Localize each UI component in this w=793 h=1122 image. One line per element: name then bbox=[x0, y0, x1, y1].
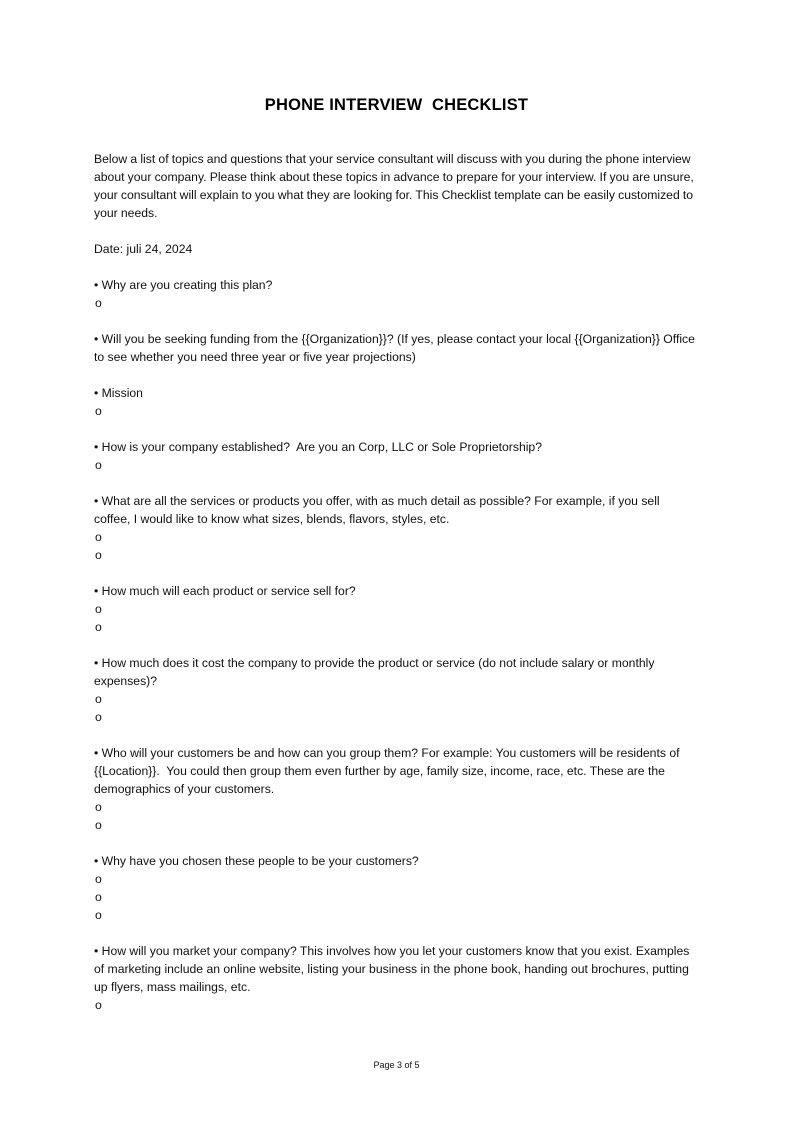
checklist-answer-slot[interactable]: o bbox=[95, 296, 102, 310]
checklist-answer-slot[interactable]: o bbox=[95, 998, 102, 1012]
checklist-item bbox=[94, 582, 696, 636]
checklist-items bbox=[94, 276, 699, 1014]
checklist-answer-slot[interactable]: o bbox=[95, 692, 102, 706]
checklist-question: • Why have you chosen these people to be your customers? bbox=[94, 854, 419, 868]
item-spacer bbox=[94, 312, 696, 330]
checklist-item bbox=[94, 492, 696, 564]
spacer-after-date bbox=[94, 258, 696, 276]
item-spacer bbox=[94, 834, 696, 852]
checklist-item bbox=[94, 942, 696, 1014]
document-body bbox=[94, 150, 699, 1014]
page-title: PHONE INTERVIEW CHECKLIST bbox=[264, 96, 529, 114]
checklist-question: • Will you be seeking funding from the {{Organization}}? (If yes, please contact your local {{Organization}} Office to see whether you need three year or five year projections) bbox=[94, 332, 699, 364]
checklist-answer-slot[interactable]: o bbox=[95, 800, 102, 814]
checklist-question: • Mission bbox=[94, 386, 143, 400]
checklist-answer-slot[interactable]: o bbox=[95, 602, 102, 616]
item-spacer bbox=[94, 726, 696, 744]
checklist-item bbox=[94, 852, 696, 924]
intro-paragraph: Below a list of topics and questions that your service consultant will discuss with you during the phone interview about your company. Please think about these topics in advance to prepare for your interview. If you are unsure, your consultant will explain to you what they are looking for. This Checklist template can be easily customized to your needs. bbox=[94, 152, 697, 220]
checklist-answer-slot[interactable]: o bbox=[95, 872, 102, 886]
item-spacer bbox=[94, 474, 696, 492]
checklist-answer-slot[interactable]: o bbox=[95, 404, 102, 418]
item-spacer bbox=[94, 420, 696, 438]
checklist-item bbox=[94, 438, 696, 474]
checklist-question: • How much does it cost the company to provide the product or service (do not include salary or monthly expenses)? bbox=[94, 656, 658, 688]
checklist-item bbox=[94, 330, 699, 366]
checklist-answer-slot[interactable]: o bbox=[95, 908, 102, 922]
checklist-question: • Why are you creating this plan? bbox=[94, 278, 273, 292]
page-footer: Page 3 of 5 bbox=[373, 1060, 420, 1070]
item-spacer bbox=[94, 366, 696, 384]
item-spacer bbox=[94, 564, 696, 582]
item-spacer bbox=[94, 636, 696, 654]
checklist-item bbox=[94, 744, 696, 834]
checklist-answer-slot[interactable]: o bbox=[95, 710, 102, 724]
checklist-answer-slot[interactable]: o bbox=[95, 890, 102, 904]
checklist-question: • How much will each product or service sell for? bbox=[94, 584, 356, 598]
checklist-question: • Who will your customers be and how can you group them? For example: You customers will be residents of {{Location}}. You could then group them even further by age, family size, income, race, etc. These are the demographics of your customers. bbox=[94, 746, 683, 796]
item-spacer bbox=[94, 924, 696, 942]
checklist-answer-slot[interactable]: o bbox=[95, 548, 102, 562]
date-line: Date: juli 24, 2024 bbox=[94, 242, 193, 256]
checklist-answer-slot[interactable]: o bbox=[95, 818, 102, 832]
checklist-item bbox=[94, 654, 696, 726]
checklist-question: • How will you market your company? This involves how you let your customers know that you exist. Examples of marketing include an online website, listing your business in the phone book, handing out brochures, putting up flyers, mass mailings, etc. bbox=[94, 944, 693, 994]
checklist-item bbox=[94, 384, 696, 420]
checklist-item bbox=[94, 276, 696, 312]
checklist-answer-slot[interactable]: o bbox=[95, 458, 102, 472]
checklist-question: • What are all the services or products you offer, with as much detail as possible? For example, if you sell coffee, I would like to know what sizes, blends, flavors, styles, etc. bbox=[94, 494, 663, 526]
checklist-question: • How is your company established? Are you an Corp, LLC or Sole Proprietorship? bbox=[94, 440, 542, 454]
checklist-answer-slot[interactable]: o bbox=[95, 530, 102, 544]
checklist-answer-slot[interactable]: o bbox=[95, 620, 102, 634]
spacer-after-intro bbox=[94, 222, 696, 240]
